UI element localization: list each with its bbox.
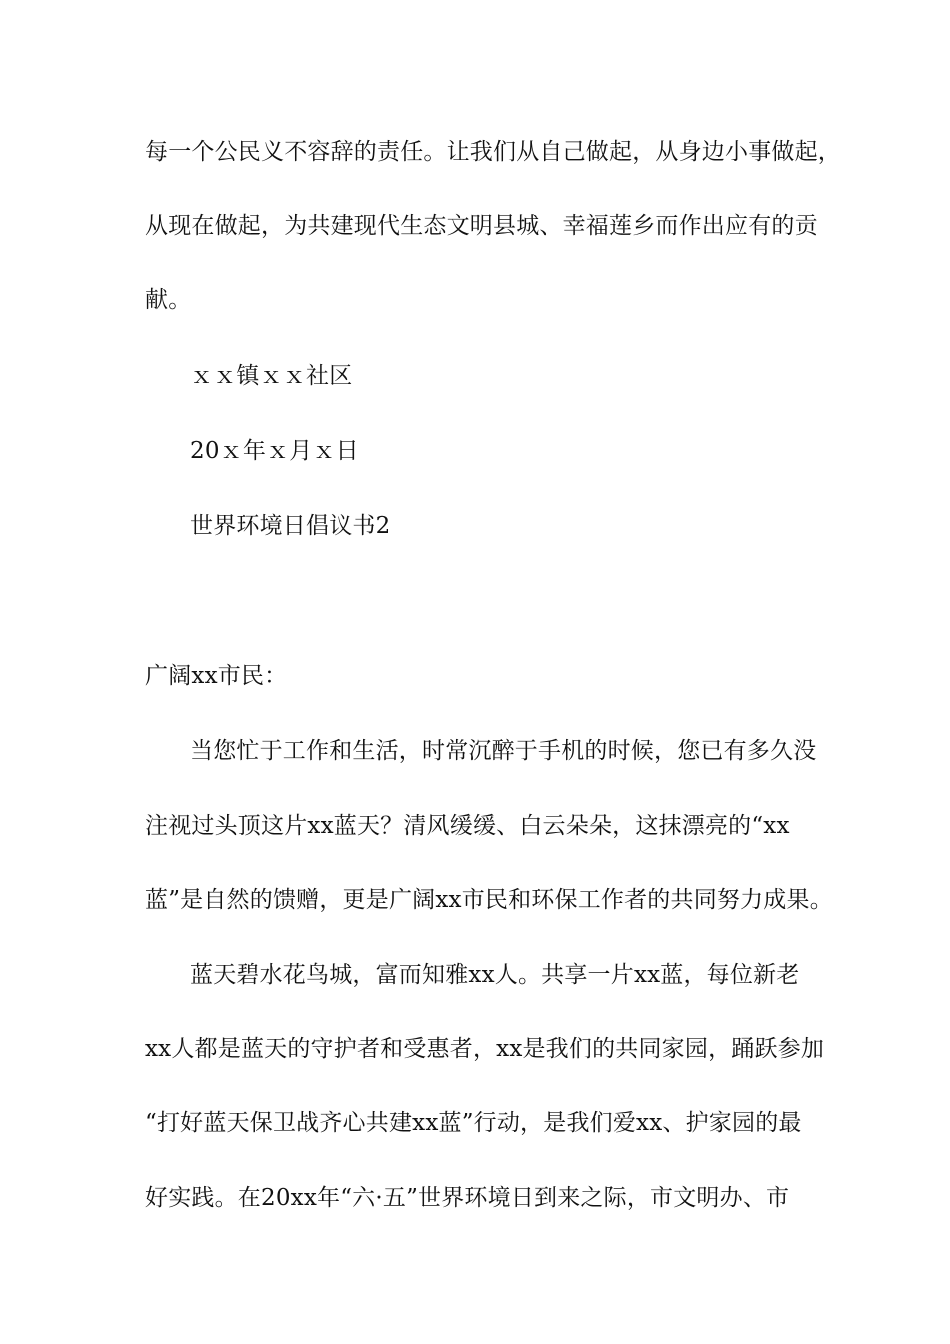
paragraph-line: 好实践。在20xx年“六·五”世界环境日到来之际，市文明办、市 — [145, 1185, 790, 1211]
body-text-line: 从现在做起，为共建现代生态文明县城、幸福莲乡而作出应有的贡 — [145, 213, 818, 239]
signature-date: 20ｘ年ｘ月ｘ日 — [190, 438, 359, 464]
paragraph-line: 蓝天碧水花鸟城，富而知雅xx人。共享一片xx蓝，每位新老 — [190, 962, 800, 988]
paragraph-line: 蓝”是自然的馈赠，更是广阔xx市民和环保工作者的共同努力成果。 — [145, 887, 833, 913]
paragraph-line: xx人都是蓝天的守护者和受惠者，xx是我们的共同家园，踊跃参加 — [145, 1036, 825, 1062]
signature-organization: ｘｘ镇ｘｘ社区 — [190, 363, 353, 389]
salutation: 广阔xx市民： — [145, 663, 288, 689]
paragraph-line: 当您忙于工作和生活，时常沉醉于手机的时候，您已有多久没 — [190, 738, 817, 764]
body-text-line: 献。 — [145, 287, 192, 313]
body-text-line: 每一个公民义不容辞的责任。让我们从自己做起，从身边小事做起， — [145, 139, 841, 165]
section-title: 世界环境日倡议书2 — [190, 513, 391, 539]
paragraph-line: 注视过头顶这片xx蓝天？清风缓缓、白云朵朵，这抹漂亮的“xx — [145, 813, 790, 839]
paragraph-line: “打好蓝天保卫战齐心共建xx蓝”行动，是我们爱xx、护家园的最 — [145, 1110, 802, 1136]
